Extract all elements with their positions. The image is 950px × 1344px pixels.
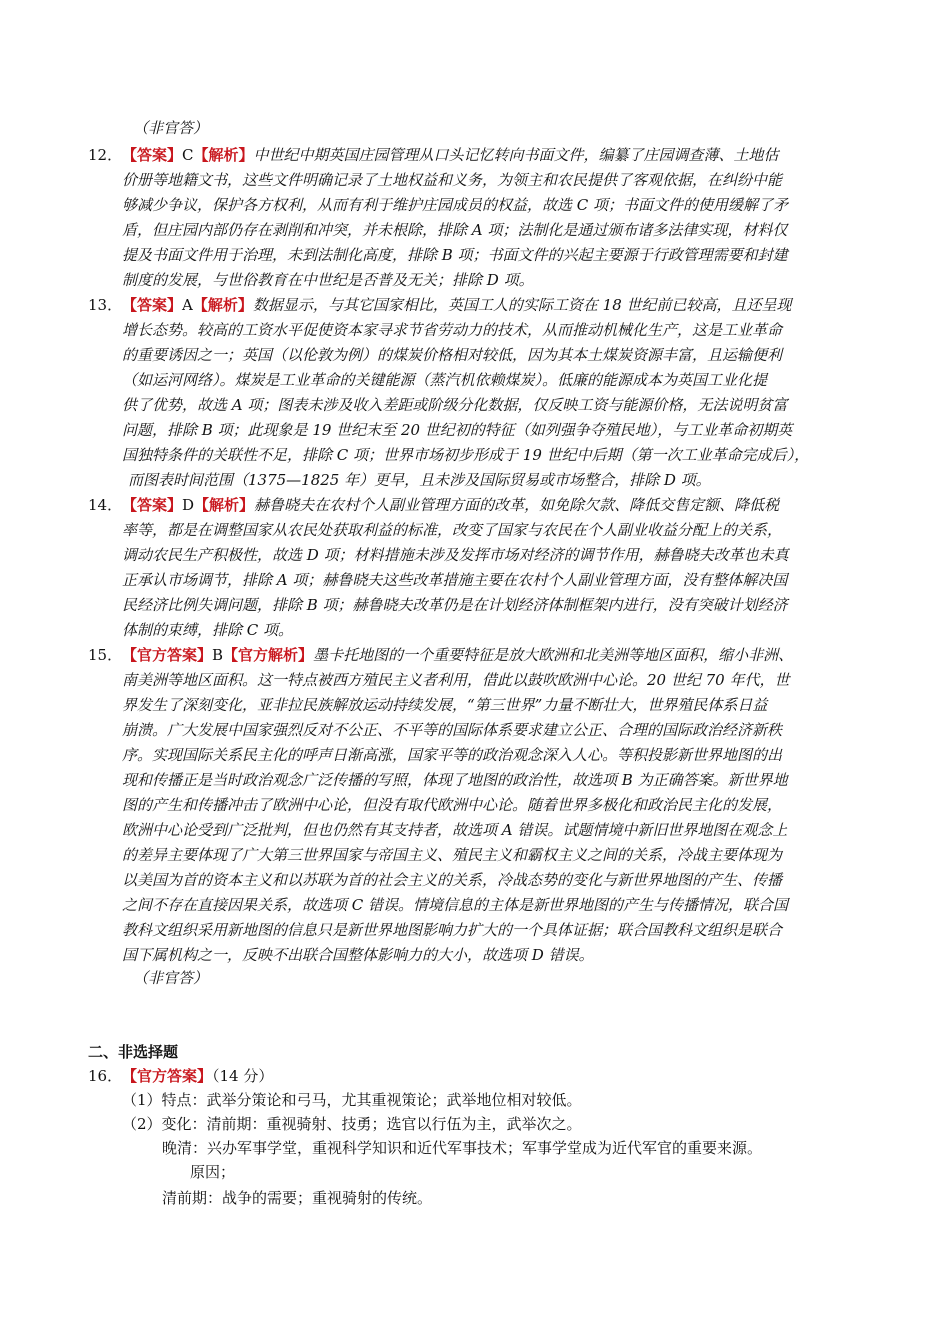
text-line: 图的产生和传播冲击了欧洲中心论，但没有取代欧洲中心论。随着世界多极化和政治民主化的发展，: [122, 796, 783, 814]
text-line: 现和传播正是当时政治观念广泛传播的写照，体现了地图的政治性，故选项 B 为正确答案。新世界地: [122, 771, 788, 789]
text-line: 体制的束缚，排除 C 项。: [122, 621, 294, 639]
analysis-tag: 【解析】: [194, 496, 255, 514]
question-14-first-line: [88, 495, 779, 515]
official-answer-tag: 【官方答案】: [122, 646, 213, 664]
text-line: 调动农民生产积极性，故选 D 项；材料措施未涉及发挥市场对经济的调节作用，赫鲁晓夫改革也未真: [122, 546, 789, 564]
text-line: 的重要诱因之一；英国（以伦敦为例）的煤炭价格相对较低，因为其本土煤炭资源丰富，且运输便利: [122, 346, 783, 364]
text-line: 国下属机构之一，反映不出联合国整体影响力的大小，故选项 D 错误。: [122, 946, 594, 964]
text-line: 增长态势。较高的工资水平促使资本家寻求节省劳动力的技术，从而推动机械化生产，这是工业革命: [122, 321, 783, 339]
text-line: 教科文组织采用新地图的信息只是新世界地图影响力扩大的一个具体证据；联合国教科文组织是联合: [122, 921, 783, 939]
text-line: 制度的发展，与世俗教育在中世纪是否普及无关；排除 D 项。: [122, 271, 534, 289]
text-line: （2）变化：清前期：重视骑射、技勇；选官以行伍为主，武举次之。: [122, 1115, 582, 1133]
answer-tag: 【答案】: [122, 496, 183, 514]
text-line: 之间不存在直接因果关系，故选项 C 错误。情境信息的主体是新世界地图的产生与传播情况，联合国: [122, 896, 789, 914]
text-line: 原因；: [190, 1163, 236, 1181]
text-line: 提及书面文件用于治理，未到法制化高度，排除 B 项；书面文件的兴起主要源于行政管理需要和封建: [122, 246, 788, 264]
text-line: 墨卡托地图的一个重要特征是放大欧洲和北美洲等地区面积，缩小非洲、: [313, 646, 794, 664]
text-line: 供了优势，故选 A 项；图表未涉及收入差距或阶级分化数据，仅反映工资与能源价格，无法说明贫富: [122, 396, 788, 414]
answer-letter: C: [182, 146, 194, 164]
question-15-first-line: [88, 645, 793, 665]
text-line: 问题，排除 B 项；此现象是 19 世纪末至 20 世纪初的特征（如列强争夺殖民地），与工业革命初期英: [122, 421, 793, 439]
question-16-first-line: [88, 1066, 273, 1086]
analysis-tag: 【解析】: [193, 146, 254, 164]
section-heading: 二、非选择题: [88, 1043, 179, 1061]
question-12-first-line: [88, 145, 779, 165]
text-line: 晚清：兴办军事学堂，重视科学知识和近代军事技术；军事学堂成为近代军官的重要来源。: [162, 1139, 763, 1157]
answer-letter: B: [212, 646, 224, 664]
answer-tag: 【答案】: [122, 146, 183, 164]
unofficial-note: （非官答）: [133, 969, 209, 987]
analysis-tag: 【解析】: [192, 296, 253, 314]
answer-letter: D: [182, 496, 195, 514]
text-line: 而图表时间范围（1375—1825 年）更早，且未涉及国际贸易或市场整合，排除 D 项。: [128, 471, 711, 489]
text-line: 欧洲中心论受到广泛批判，但也仍然有其支持者，故选项 A 错误。试题情境中新旧世界地图在观念上: [122, 821, 788, 839]
text-line: 的差异主要体现了广大第三世界国家与帝国主义、殖民主义和霸权主义之间的关系，冷战主要体现为: [122, 846, 783, 864]
question-number: 14．: [88, 496, 123, 514]
answer-tag: 【答案】: [122, 296, 183, 314]
text-line: 够减少争议，保护各方权利，从而有利于维护庄园成员的权益，故选 C 项；书面文件的使用缓解了矛: [122, 196, 789, 214]
question-number: 12．: [88, 146, 123, 164]
official-analysis-tag: 【官方解析】: [223, 646, 314, 664]
question-number: 15．: [88, 646, 123, 664]
text-line: 数据显示，与其它国家相比，英国工人的实际工资在 18 世纪前已较高，且还呈现: [252, 296, 792, 314]
text-line: 价册等地籍文书，这些文件明确记录了土地权益和义务，为领主和农民提供了客观依据，在纠纷中能: [122, 171, 783, 189]
text-line: 国独特条件的关联性不足，排除 C 项；世界市场初步形成于 19 世纪中后期（第一次工业革命完成后），: [122, 446, 810, 464]
text-line: 赫鲁晓夫在农村个人副业管理方面的改革，如免除欠款、降低交售定额、降低税: [254, 496, 780, 514]
text-line: （如运河网络）。煤炭是工业革命的关键能源（蒸汽机依赖煤炭）。低廉的能源成本为英国工业化提: [122, 371, 768, 389]
question-13-first-line: [88, 295, 792, 315]
text-line: 序。实现国际关系民主化的呼声日渐高涨，国家平等的政治观念深入人心。等积投影新世界地图的出: [122, 746, 783, 764]
text-line: 民经济比例失调问题，排除 B 项；赫鲁晓夫改革仍是在计划经济体制框架内进行，没有突破计划经济: [122, 596, 788, 614]
question-number: 16．: [88, 1067, 123, 1085]
answer-letter: A: [182, 296, 193, 314]
unofficial-note-top: （非官答）: [133, 119, 209, 137]
text-line: 中世纪中期英国庄园管理从口头记忆转向书面文件，编纂了庄园调查薄、土地估: [253, 146, 779, 164]
score: （14 分）: [212, 1067, 274, 1085]
question-number: 13．: [88, 296, 123, 314]
text-line: 率等，都是在调整国家从农民处获取利益的标准，改变了国家与农民在个人副业收益分配上的关系，: [122, 521, 783, 539]
text-line: 正承认市场调节，排除 A 项；赫鲁晓夫这些改革措施主要在农村个人副业管理方面，没有整体解决国: [122, 571, 788, 589]
text-line: （1）特点：武举分策论和弓马，尤其重视策论；武举地位相对较低。: [122, 1091, 582, 1109]
text-line: 清前期：战争的需要；重视骑射的传统。: [162, 1189, 433, 1207]
official-answer-tag: 【官方答案】: [122, 1067, 213, 1085]
text-line: 以美国为首的资本主义和以苏联为首的社会主义的关系，冷战态势的变化与新世界地图的产生、传播: [122, 871, 783, 889]
text-line: 南美洲等地区面积。这一特点被西方殖民主义者利用，借此以鼓吹欧洲中心论。20 世纪 70 年代，世: [122, 671, 790, 689]
text-line: 盾，但庄园内部仍存在剥削和冲突，并未根除，排除 A 项；法制化是通过颁布诸多法律实现，材料仅: [122, 221, 788, 239]
text-line: 界发生了深刻变化，亚非拉民族解放运动持续发展，“第三世界”力量不断壮大，世界殖民体系日益: [122, 696, 768, 714]
text-line: 崩溃。广大发展中国家强烈反对不公正、不平等的国际体系要求建立公正、合理的国际政治经济新秩: [122, 721, 783, 739]
